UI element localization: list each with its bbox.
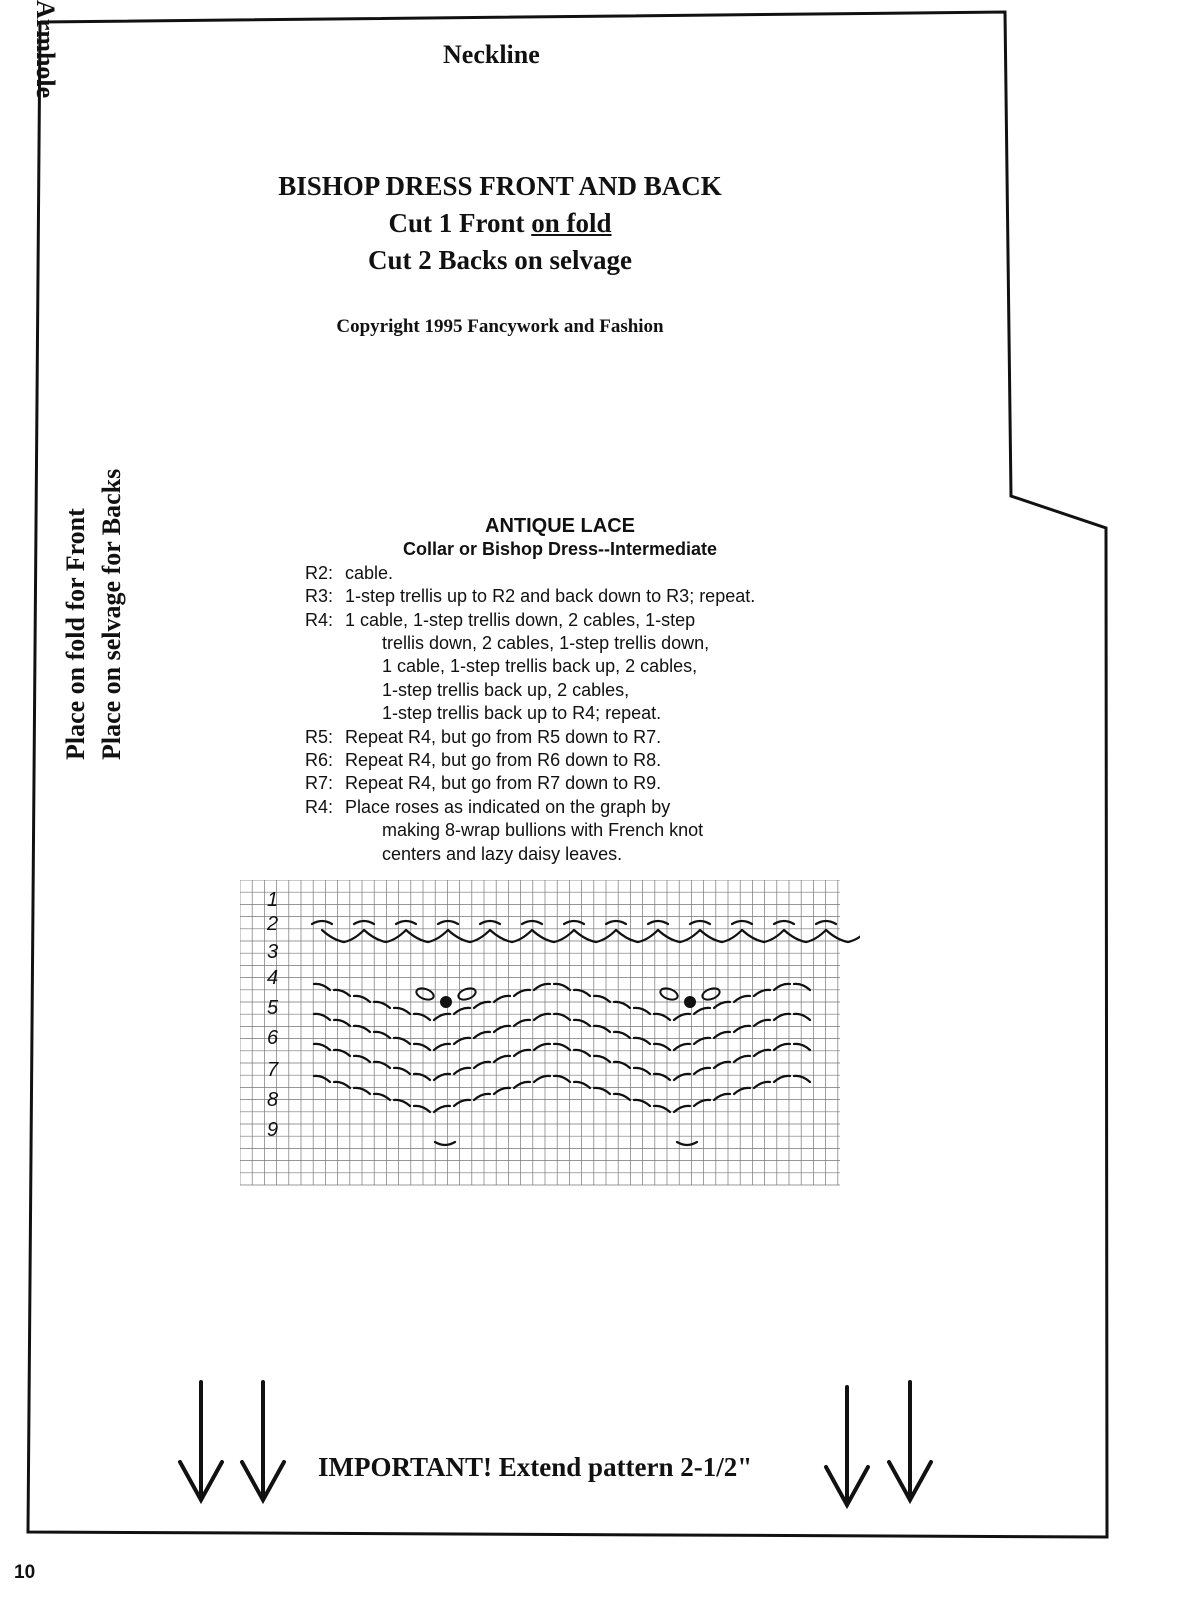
- stitch-mark: [606, 921, 626, 924]
- neckline-label: Neckline: [443, 40, 540, 69]
- stitch-mark: [794, 984, 810, 990]
- lace-row-text: cable.: [345, 562, 394, 583]
- stitch-mark: [334, 990, 350, 996]
- stitch-mark: [734, 996, 750, 1002]
- lace-row-text: centers and lazy daisy leaves.: [382, 843, 623, 864]
- down-arrow-icon: [885, 1380, 935, 1505]
- cut-front-underlined: on fold: [531, 208, 612, 238]
- graph-stitches: [312, 921, 860, 1145]
- lace-row-text: Repeat R4, but go from R5 down to R7.: [345, 726, 662, 747]
- stitch-mark: [522, 921, 542, 924]
- stitch-mark: [574, 990, 590, 996]
- lace-row-list: [305, 562, 845, 866]
- cut-backs-instruction: Cut 2 Backs on selvage: [367, 245, 632, 275]
- lace-row-line: [305, 843, 845, 866]
- stitch-mark: [848, 930, 860, 942]
- stitch-mark: [694, 1008, 710, 1014]
- smocking-graph: [240, 880, 860, 1195]
- stitch-mark: [742, 930, 764, 942]
- stitch-mark: [564, 921, 584, 924]
- stitch-mark: [654, 1044, 670, 1050]
- stitch-mark: [394, 1008, 410, 1014]
- stitch-mark: [396, 921, 416, 924]
- pattern-title-block: [200, 168, 800, 279]
- stitch-mark: [677, 1142, 697, 1145]
- stitch-mark: [794, 1076, 810, 1082]
- stitch-mark: [454, 1068, 470, 1074]
- graph-row-number: 5: [267, 997, 279, 1019]
- down-arrow-icon: [176, 1380, 226, 1505]
- graph-row-number: 6: [267, 1027, 279, 1049]
- rose-right: [659, 986, 721, 1007]
- cut-front-instruction: [200, 205, 800, 242]
- stitch-mark: [774, 921, 794, 924]
- selvage-backs-label: Place on selvage for Backs: [97, 468, 126, 760]
- graph-row-number: 2: [267, 913, 279, 935]
- stitch-mark: [334, 1020, 350, 1026]
- stitch-mark: [474, 1094, 490, 1100]
- down-arrow-icon: [822, 1385, 872, 1510]
- stitch-mark: [514, 1020, 530, 1026]
- stitch-mark: [574, 1020, 590, 1026]
- stitch-mark: [312, 921, 332, 924]
- lace-row-text: 1-step trellis up to R2 and back down to R3; repeat.: [345, 586, 756, 607]
- stitch-mark: [438, 921, 458, 924]
- stitch-mark: [474, 1032, 490, 1038]
- lace-row-line: [305, 749, 845, 772]
- stitch-mark: [594, 996, 610, 1002]
- stitch-mark: [806, 930, 826, 942]
- stitch-mark: [414, 1074, 430, 1080]
- stitch-mark: [734, 1056, 750, 1062]
- stitch-mark: [374, 1002, 390, 1008]
- stitch-mark: [386, 930, 406, 942]
- lace-row-line: [305, 772, 845, 795]
- stitch-mark: [480, 921, 500, 924]
- stitch-mark: [654, 1014, 670, 1020]
- stitch-mark: [794, 1044, 810, 1050]
- stitch-mark: [454, 1008, 470, 1014]
- stitch-mark: [454, 1100, 470, 1106]
- page-number: 10: [14, 1562, 36, 1583]
- stitch-mark: [614, 1094, 630, 1100]
- stitch-mark: [470, 930, 490, 942]
- stitch-mark: [474, 1002, 490, 1008]
- stitch-mark: [774, 1044, 790, 1050]
- stitch-mark: [414, 1106, 430, 1112]
- stitch-mark: [754, 990, 770, 996]
- stitch-mark: [374, 1094, 390, 1100]
- lace-row-line: [305, 796, 845, 819]
- stitch-mark: [374, 1032, 390, 1038]
- stitch-mark: [734, 1088, 750, 1094]
- stitch-mark: [554, 984, 570, 990]
- lace-row-line: [305, 585, 845, 608]
- stitch-mark: [732, 921, 752, 924]
- graph-row-number: 4: [267, 967, 279, 989]
- lace-row-text: 1-step trellis back up to R4; repeat.: [382, 703, 662, 724]
- lace-row-line: [305, 632, 845, 655]
- lace-subtitle: Collar or Bishop Dress--Intermediate: [402, 539, 718, 560]
- stitch-mark: [722, 930, 742, 942]
- fold-selvage-label: [58, 469, 130, 760]
- graph-row-number: 8: [267, 1089, 279, 1111]
- stitch-mark: [714, 1032, 730, 1038]
- stitch-mark: [634, 1008, 650, 1014]
- stitch-mark: [414, 1044, 430, 1050]
- stitch-mark: [648, 921, 668, 924]
- stitch-mark: [514, 990, 530, 996]
- stitch-mark: [354, 921, 374, 924]
- stitch-mark: [314, 1014, 330, 1020]
- stitch-mark: [344, 930, 364, 942]
- stitch-mark: [394, 1100, 410, 1106]
- stitch-mark: [680, 930, 700, 942]
- graph-row-numbers: [266, 889, 279, 1141]
- stitch-mark: [674, 1106, 690, 1112]
- stitch-mark: [674, 1044, 690, 1050]
- stitch-mark: [554, 1014, 570, 1020]
- lace-row-label: R4:: [305, 796, 334, 817]
- lace-row-label: R5:: [305, 726, 334, 747]
- stitch-mark: [314, 984, 330, 990]
- stitch-mark: [406, 930, 428, 942]
- lace-title: ANTIQUE LACE: [485, 515, 635, 537]
- pattern-title: BISHOP DRESS FRONT AND BACK: [278, 171, 722, 201]
- stitch-mark: [754, 1020, 770, 1026]
- stitch-mark: [614, 1032, 630, 1038]
- stitch-mark: [690, 921, 710, 924]
- stitch-mark: [714, 1094, 730, 1100]
- lace-row-label: R7:: [305, 773, 334, 794]
- stitch-mark: [314, 1076, 330, 1082]
- stitch-mark: [784, 930, 806, 942]
- extend-pattern-notice: IMPORTANT! Extend pattern 2-1/2": [318, 1452, 753, 1482]
- cut-front-text: Cut 1 Front: [388, 208, 532, 238]
- stitch-mark: [634, 1100, 650, 1106]
- stitch-mark: [534, 1014, 550, 1020]
- lace-row-line: [305, 679, 845, 702]
- graph-row-number: 7: [267, 1059, 279, 1081]
- lace-row-label: R4:: [305, 609, 334, 630]
- stitch-mark: [794, 1014, 810, 1020]
- stitch-mark: [314, 1044, 330, 1050]
- armhole-label: Armhole: [31, 0, 60, 99]
- stitch-mark: [435, 1142, 455, 1145]
- graph-grid: [240, 880, 840, 1185]
- stitch-mark: [774, 1076, 790, 1082]
- lace-row-text: Repeat R4, but go from R6 down to R8.: [345, 750, 662, 771]
- stitch-mark: [414, 1014, 430, 1020]
- graph-row-number: 9: [267, 1119, 279, 1141]
- stitch-mark: [428, 930, 448, 942]
- copyright-notice: Copyright 1995 Fancywork and Fashion: [336, 316, 664, 337]
- lace-row-line: [305, 562, 845, 585]
- stitch-mark: [674, 1014, 690, 1020]
- stitch-mark: [774, 984, 790, 990]
- stitch-mark: [616, 930, 638, 942]
- rose-left: [415, 986, 477, 1007]
- stitch-mark: [694, 1100, 710, 1106]
- stitch-mark: [694, 1068, 710, 1074]
- stitch-mark: [394, 1068, 410, 1074]
- antique-lace-instructions: [305, 515, 845, 866]
- stitch-mark: [734, 1026, 750, 1032]
- stitch-mark: [512, 930, 532, 942]
- lace-row-label: R3:: [305, 586, 334, 607]
- stitch-mark: [534, 1076, 550, 1082]
- stitch-mark: [654, 1074, 670, 1080]
- lace-row-text: making 8-wrap bullions with French knot: [382, 820, 704, 841]
- fold-front-label: Place on fold for Front: [61, 508, 90, 760]
- stitch-mark: [674, 1074, 690, 1080]
- stitch-mark: [826, 930, 848, 942]
- lace-row-line: [305, 609, 845, 632]
- graph-row-number: 1: [267, 889, 279, 911]
- stitch-mark: [714, 1002, 730, 1008]
- stitch-mark: [448, 930, 470, 942]
- lace-row-text: 1-step trellis back up, 2 cables,: [382, 679, 630, 700]
- lace-row-line: [305, 702, 845, 725]
- stitch-mark: [816, 921, 836, 924]
- stitch-mark: [658, 930, 680, 942]
- lace-row-text: Place roses as indicated on the graph by: [345, 796, 671, 817]
- lace-row-label: R2:: [305, 562, 334, 583]
- stitch-mark: [364, 930, 386, 942]
- stitch-mark: [764, 930, 784, 942]
- stitch-mark: [554, 1044, 570, 1050]
- stitch-mark: [554, 1076, 570, 1082]
- lace-row-text: Repeat R4, but go from R7 down to R9.: [345, 773, 662, 794]
- lace-row-text: 1 cable, 1-step trellis back up, 2 cables,: [382, 656, 698, 677]
- stitch-mark: [594, 1026, 610, 1032]
- stitch-mark: [534, 984, 550, 990]
- down-arrow-icon: [238, 1380, 288, 1505]
- stitch-mark: [594, 1088, 610, 1094]
- stitch-mark: [634, 1068, 650, 1074]
- lace-row-label: R6:: [305, 750, 334, 771]
- lace-row-text: trellis down, 2 cables, 1-step trellis down,: [382, 633, 710, 654]
- stitch-mark: [594, 1056, 610, 1062]
- lace-row-line: [305, 819, 845, 842]
- lace-row-text: 1 cable, 1-step trellis down, 2 cables, 1-step: [345, 609, 696, 630]
- stitch-mark: [534, 1044, 550, 1050]
- stitch-mark: [654, 1106, 670, 1112]
- stitch-mark: [774, 1014, 790, 1020]
- graph-row-number: 3: [267, 941, 279, 963]
- stitch-mark: [532, 930, 554, 942]
- stitch-mark: [574, 930, 596, 942]
- lace-row-line: [305, 655, 845, 678]
- lace-row-line: [305, 726, 845, 749]
- stitch-mark: [614, 1002, 630, 1008]
